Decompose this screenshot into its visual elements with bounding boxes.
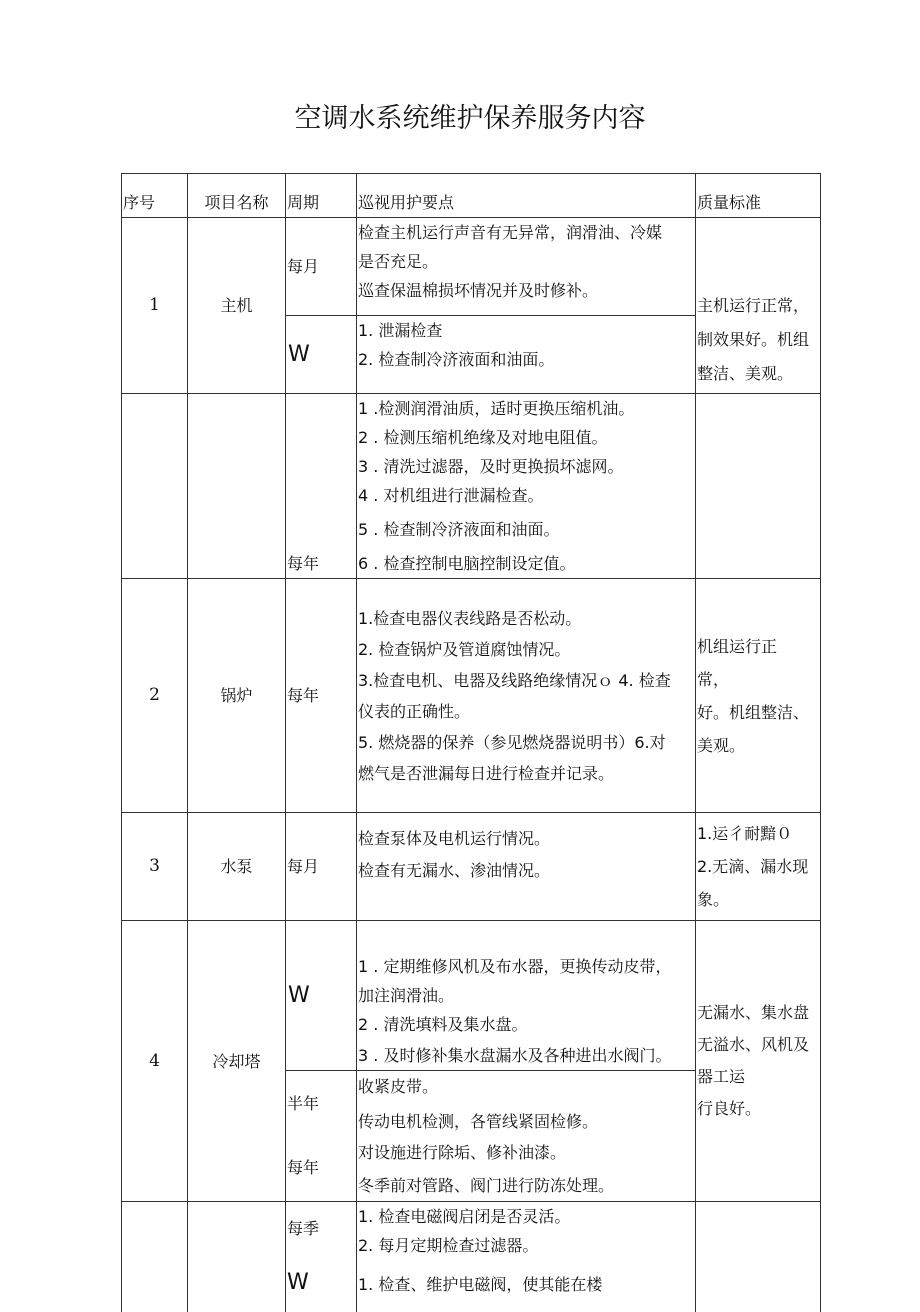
header-no: 序号 xyxy=(122,174,188,218)
row-period xyxy=(286,1202,357,1312)
point-line: 仪表的正确性。 xyxy=(358,701,471,721)
row-points xyxy=(357,1071,696,1202)
table-row xyxy=(122,579,821,813)
standard-line: 美观。 xyxy=(697,735,746,755)
point-line: 3.检査电机、电器及线路绝缘情况ｏ 4. 检查 xyxy=(358,670,671,690)
point-line: 3 . 及时修补集水盘漏水及各种进出水阀门。 xyxy=(358,1046,672,1065)
row-number: 3 xyxy=(122,813,188,921)
point-line: 2. 每月定期检查过滤器。 xyxy=(358,1236,539,1255)
point-line: 巡查保温棉损坏情况并及时修补。 xyxy=(358,281,599,300)
point-line: 2. 检查制冷济液面和油面。 xyxy=(358,350,555,369)
point-line: 检查有无漏水、渗油情况。 xyxy=(358,861,551,880)
row-standard-empty xyxy=(696,1202,821,1312)
table-row xyxy=(122,813,821,921)
point-line: 4 . 对机组进行泄漏检查。 xyxy=(358,486,544,505)
point-line: 1. 泄漏检查 xyxy=(358,321,443,340)
row-standard-empty xyxy=(696,394,821,579)
point-line: 燃气是否泄漏每日进行检查并记录。 xyxy=(358,763,615,783)
point-line: 5. 燃烧器的保养（参见燃烧器说明书）6.对 xyxy=(358,732,666,752)
row-item-name: 水泵 xyxy=(188,813,286,921)
row-standard xyxy=(696,218,821,394)
standard-line: 机组运行正 xyxy=(697,636,778,656)
row-period: W xyxy=(286,921,357,1071)
table-row xyxy=(122,394,821,579)
standard-line: 无漏水、集水盘 xyxy=(697,1003,810,1022)
standard-line: 器工运 xyxy=(697,1067,746,1086)
row-points xyxy=(357,579,696,813)
maintenance-table xyxy=(121,173,821,1312)
period-label: 半年 xyxy=(287,1094,320,1113)
row-item-name-empty xyxy=(188,1202,286,1312)
point-line: 检查泵体及电机运行情况。 xyxy=(358,829,551,848)
row-item-name: 主机 xyxy=(188,218,286,394)
point-line: 2. 检查锅炉及管道腐蚀情况。 xyxy=(358,639,571,659)
standard-line: 行良好。 xyxy=(697,1099,762,1118)
standard-line: 无溢水、风机及 xyxy=(697,1035,810,1054)
point-line: 收紧皮带。 xyxy=(358,1077,439,1096)
standard-line: 制效果好。机组 xyxy=(697,330,810,349)
row-period: 每月 xyxy=(286,813,357,921)
page-title: 空调水系统维护保养服务内容 xyxy=(294,103,646,134)
period-label: W xyxy=(287,1270,309,1295)
row-standard xyxy=(696,921,821,1202)
point-line: 是否充足。 xyxy=(358,252,439,271)
row-number-empty xyxy=(122,1202,188,1312)
header-standard: 质量标准 xyxy=(696,174,821,218)
header-points: 巡视用护要点 xyxy=(357,174,696,218)
row-period: 每月 xyxy=(286,218,357,316)
row-number: 2 xyxy=(122,579,188,813)
row-points xyxy=(357,921,696,1071)
header-period: 周期 xyxy=(286,174,357,218)
point-line: 冬季前对管路、阀门进行防冻处理。 xyxy=(358,1176,615,1195)
standard-line: 1.运彳耐黯０ xyxy=(697,824,793,843)
point-line: 1 . 定期维修风机及布水器，更换传动皮带， xyxy=(358,957,672,976)
standard-line: 象。 xyxy=(697,890,730,909)
row-points xyxy=(357,394,696,579)
row-item-name-empty xyxy=(188,394,286,579)
row-item-name: 冷却塔 xyxy=(188,921,286,1202)
standard-line: 主机运行正常， xyxy=(697,296,810,315)
point-line: 检查主机运行声音有无异常，润滑油、冷媒 xyxy=(358,223,663,242)
row-standard xyxy=(696,813,821,921)
point-line: 加注润滑油。 xyxy=(358,986,455,1005)
point-line: 6 . 检查控制电脑控制设定值。 xyxy=(358,554,576,573)
table-row xyxy=(122,921,821,1071)
point-line: 传动电机检测，各管线紧固检修。 xyxy=(358,1112,599,1131)
point-line: 5 . 检查制冷济液面和油面。 xyxy=(358,520,560,539)
point-line: 1 .检测润滑油质，适时更换压缩机油。 xyxy=(358,399,635,418)
row-points xyxy=(357,316,696,394)
point-line: 1. 检查、维护电磁阀，使其能在楼 xyxy=(358,1275,603,1294)
row-item-name: 锅炉 xyxy=(188,579,286,813)
row-period: W xyxy=(286,316,357,394)
row-period xyxy=(286,1071,357,1202)
row-points xyxy=(357,813,696,921)
standard-line: 好。机组整洁、 xyxy=(697,702,810,722)
standard-line: 整洁、美观。 xyxy=(697,364,794,383)
table-header-row xyxy=(122,174,821,218)
table-row xyxy=(122,1202,821,1312)
row-period: 每年 xyxy=(286,394,357,579)
point-line: 2 . 清洗填料及集水盘。 xyxy=(358,1015,528,1034)
point-line: 3 . 清洗过滤器，及时更换损坏滤网。 xyxy=(358,457,624,476)
period-label: 每季 xyxy=(287,1219,320,1238)
point-line: 2 . 检测压缩机绝缘及对地电阻值。 xyxy=(358,428,608,447)
row-number: 4 xyxy=(122,921,188,1202)
standard-line: 2.无滴、漏水现 xyxy=(697,857,809,876)
point-line: 对设施进行除垢、修补油漆。 xyxy=(358,1143,567,1162)
row-points xyxy=(357,1202,696,1312)
point-line: 1.检查电器仪表线路是否松动。 xyxy=(358,608,582,628)
row-standard xyxy=(696,579,821,813)
standard-line: 常， xyxy=(697,669,730,689)
point-line: 1. 检查电磁阀启闭是否灵活。 xyxy=(358,1207,571,1226)
row-points xyxy=(357,218,696,316)
row-period: 每年 xyxy=(286,579,357,813)
table-row xyxy=(122,218,821,316)
period-label: 每年 xyxy=(287,1158,320,1177)
row-number: 1 xyxy=(122,218,188,394)
row-number-empty xyxy=(122,394,188,579)
header-name: 项目名称 xyxy=(188,174,286,218)
